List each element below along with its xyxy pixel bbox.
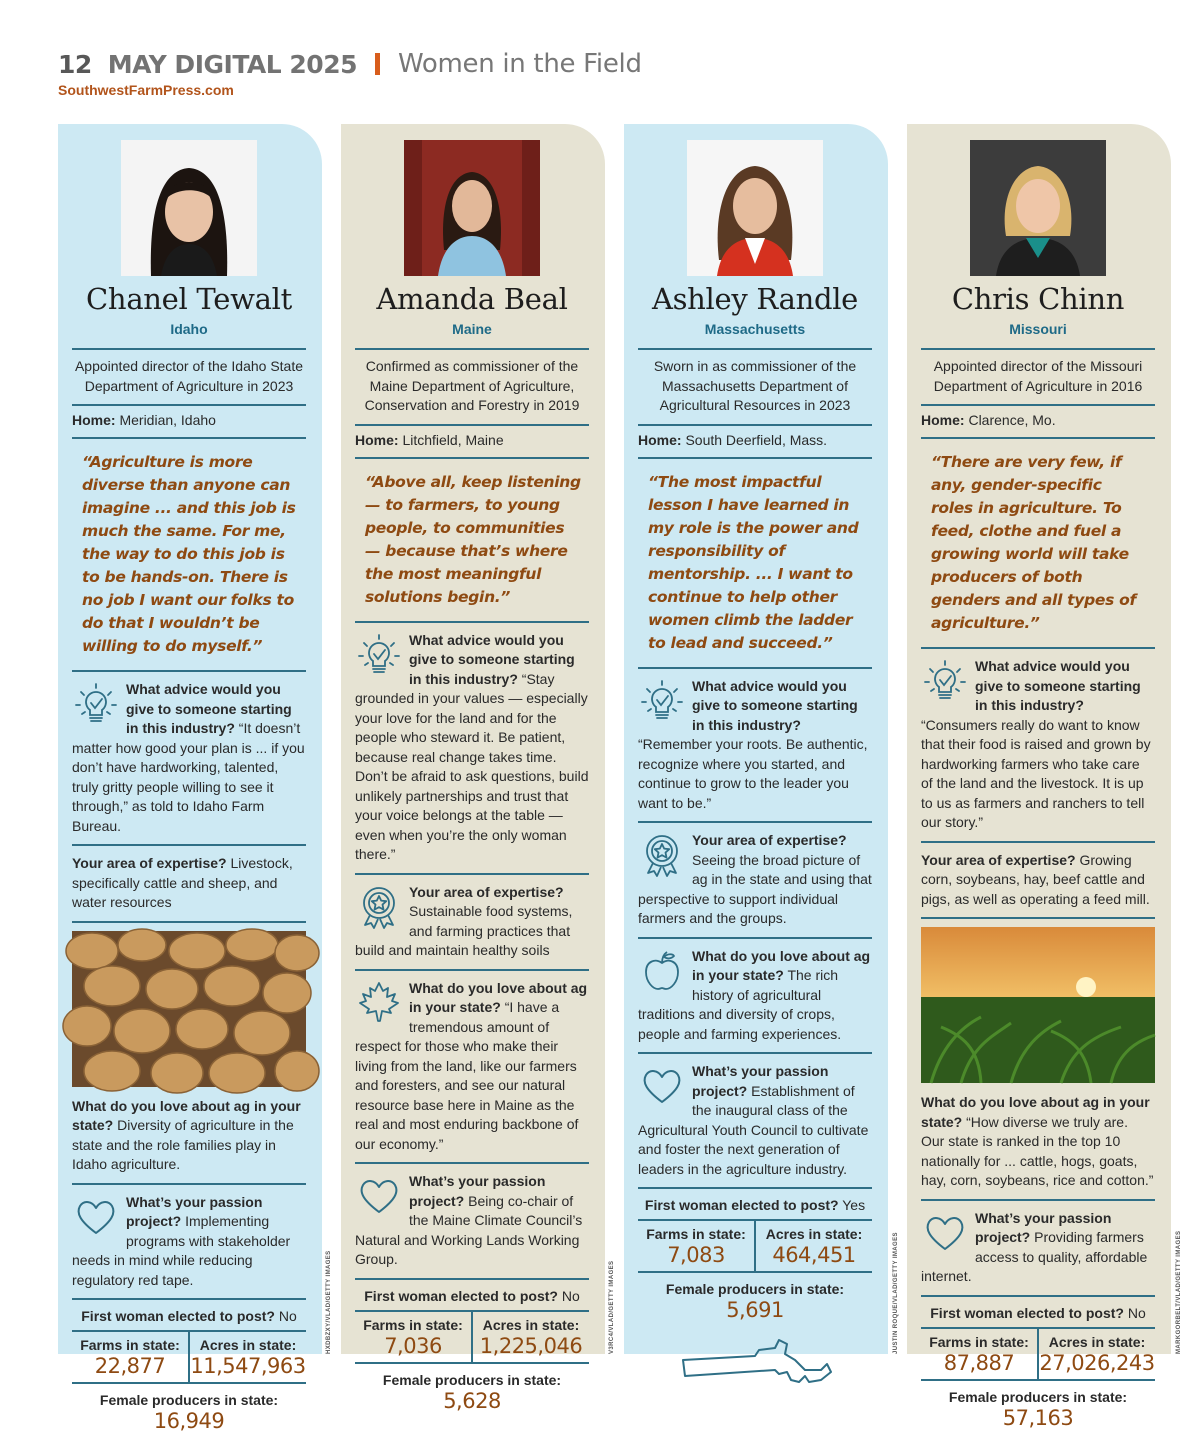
lightbulb-icon xyxy=(355,631,403,679)
heart-icon xyxy=(921,1209,969,1257)
love-block: What do you love about ag in your state? The rich history of agricultural traditions and diversity of crops, people and farming experiences. xyxy=(638,947,871,1042)
heart-icon xyxy=(355,1172,403,1220)
role-text: Sworn in as commissioner of the Massachusetts Department of Agricultural Resources in 2023 xyxy=(653,358,857,413)
potatoes-image xyxy=(72,931,306,1087)
acres-stat: Acres in state: 1,225,046 xyxy=(471,1312,589,1362)
stats-row xyxy=(355,1310,589,1364)
lightbulb-icon xyxy=(921,657,969,705)
love-block: What do you love about ag in your state? “I have a tremendous amount of respect for those who make their living from the land, like our farmers and foresters, and see our natural resource base here in Maine as the real and most enduring backbone of our economy.” xyxy=(355,979,588,1152)
role-text: Appointed director of the Idaho State Department of Agriculture in 2023 xyxy=(74,358,304,394)
profile-state: Missouri xyxy=(1009,321,1067,337)
stats-row xyxy=(921,1327,1155,1381)
profile-card-chris-chinn xyxy=(907,124,1171,1430)
profile-card-chanel-tewalt xyxy=(58,124,322,1433)
home-line: Home: Clarence, Mo. xyxy=(921,412,1056,428)
pull-quote: “Above all, keep listening — to farmers, to young people, to communities — because that’s where the most meaningful solutions begin.” xyxy=(365,472,581,606)
expertise-block: Your area of expertise? Livestock, specifically cattle and sheep, and water resources xyxy=(72,855,293,910)
portrait-photo xyxy=(404,140,540,276)
farms-stat: Farms in state: 22,877 xyxy=(80,1337,180,1378)
passion-block: What’s your passion project? Implementing programs with stakeholder needs in mind while reducing regulatory red tape. xyxy=(72,1193,291,1288)
section-title: Women in the Field xyxy=(398,49,642,79)
role-text: Appointed director of the Missouri Department of Agriculture in 2016 xyxy=(933,358,1143,394)
pull-quote: “There are very few, if any, gender-specific roles in agriculture. To feed, clothe and fuel a growing world will take producers of both genders and all types of agriculture.” xyxy=(931,453,1136,632)
advice-block: What advice would you give to someone starting in this industry? “It doesn’t matter how good your plan is ... if you don’t have hardworking, talented, truly gritty people willing to see it through,” as told to Idaho Farm Bureau. xyxy=(72,681,305,834)
first-woman-line: First woman elected to post? No xyxy=(81,1308,297,1324)
apple-icon xyxy=(638,947,686,995)
passion-block: What’s your passion project? Providing farmers access to quality, affordable internet. xyxy=(921,1209,1148,1284)
first-woman-line: First woman elected to post? No xyxy=(364,1287,580,1304)
lightbulb-icon xyxy=(72,680,120,728)
photo-credit: V3RC4/VLAD/GETTY IMAGES xyxy=(609,1260,615,1354)
profile-state: Maine xyxy=(452,321,492,337)
page-number: 12 xyxy=(58,49,92,79)
expertise-block: Your area of expertise? Growing corn, soybeans, hay, beef cattle and pigs, as well as operating a feed mill. xyxy=(921,851,1150,907)
profile-body xyxy=(638,348,872,1400)
expertise-block: Your area of expertise? Sustainable food systems, and farming practices that build and maintain healthy soils xyxy=(355,883,573,958)
page-header xyxy=(58,44,642,84)
heart-icon xyxy=(638,1062,686,1110)
profile-state: Massachusetts xyxy=(704,321,806,337)
home-line: Home: Meridian, Idaho xyxy=(72,412,216,428)
acres-stat: Acres in state: 464,451 xyxy=(754,1221,872,1271)
first-woman-line: First woman elected to post? Yes xyxy=(644,1197,866,1213)
expertise-block: Your area of expertise? Seeing the broad picture of ag in the state and using that perspective to support individual farmers and the groups. xyxy=(638,832,872,926)
photo-credit: JUSTIN ROQUE/VLAD/GETTY IMAGES xyxy=(893,1232,899,1354)
profile-body xyxy=(72,348,306,1433)
lightbulb-icon xyxy=(638,677,686,725)
stats-row xyxy=(72,1330,306,1384)
header-divider xyxy=(375,53,380,75)
profile-state: Idaho xyxy=(170,321,208,337)
female-producers-stat: Female producers in state: 5,628 xyxy=(382,1371,562,1413)
portrait-photo xyxy=(970,140,1106,276)
site-link[interactable]: SouthwestFarmPress.com xyxy=(58,82,234,98)
advice-block: What advice would you give to someone starting in this industry? “Consumers really do want to know that their food is raised and grown by hardworking farmers who take care of the land and the livestock. It is up to us as farmers and ranchers to tell our story.” xyxy=(921,658,1151,830)
profile-name: Amanda Beal xyxy=(376,282,568,316)
love-block: What do you love about ag in your state? Diversity of agriculture in the state and the role families play in Idaho agriculture. xyxy=(72,1097,301,1172)
acres-stat: Acres in state: 27,026,243 xyxy=(1037,1329,1155,1379)
profile-name: Chris Chinn xyxy=(951,282,1125,316)
passion-block: What’s your passion project? Establishment of the inaugural class of the Agricultural Youth Council to cultivate and foster the next generation of leaders in the agriculture industry. xyxy=(638,1063,869,1177)
stats-row xyxy=(638,1219,872,1273)
acres-stat: Acres in state: 11,547,963 xyxy=(188,1332,306,1382)
profile-body xyxy=(355,348,589,1413)
profile-name: Ashley Randle xyxy=(651,282,859,316)
portrait-photo xyxy=(687,140,823,276)
pull-quote: “The most impactful lesson I have learned in my role is the power and responsibility of mentorship. ... I want to continue to help other women climb the ladder to lead and succeed.” xyxy=(648,472,859,652)
advice-block: What advice would you give to someone starting in this industry? “Remember your roots. Be authentic, recognize where you started, and continue to grow to the leader you want to be.” xyxy=(638,677,868,811)
farms-stat: Farms in state: 7,036 xyxy=(363,1316,463,1358)
profile-body xyxy=(921,348,1155,1430)
photo-credit: HXDBZXY/VLAD/GETTY IMAGES xyxy=(326,1250,332,1354)
farms-stat: Farms in state: 7,083 xyxy=(646,1226,746,1267)
love-block: What do you love about ag in your state? “How diverse we truly are. Our state is ranked in the top 10 nationally for ... cattle, hogs, goats, hay, corn, soybeans, rice and cotton.” xyxy=(921,1094,1154,1188)
heart-icon xyxy=(72,1193,120,1241)
female-producers-stat: Female producers in state: 5,691 xyxy=(665,1281,845,1322)
passion-block: What’s your passion project? Being co-chair of the Maine Climate Council’s Natural and Working Lands Working Group. xyxy=(355,1173,583,1267)
profile-card-amanda-beal xyxy=(341,124,605,1413)
first-woman-line: First woman elected to post? No xyxy=(930,1304,1146,1321)
photo-credit: MARKGORBELT/VLAD/GETTY IMAGES xyxy=(1176,1230,1182,1354)
female-producers-stat: Female producers in state: 57,163 xyxy=(948,1388,1128,1430)
home-line: Home: Litchfield, Maine xyxy=(355,431,504,448)
home-line: Home: South Deerfield, Mass. xyxy=(638,431,828,448)
massachusetts-outline-icon xyxy=(675,1330,835,1400)
female-producers-stat: Female producers in state: 16,949 xyxy=(99,1392,279,1433)
farms-stat: Farms in state: 87,887 xyxy=(929,1333,1029,1375)
role-text: Confirmed as commissioner of the Maine Department of Agriculture, Conservation and Forestry in 2019 xyxy=(364,358,580,413)
issue-label: MAY DIGITAL 2025 xyxy=(107,49,357,79)
profile-name: Chanel Tewalt xyxy=(86,282,292,316)
cornfield-sunset-image xyxy=(921,927,1155,1083)
award-badge-icon xyxy=(638,831,686,879)
portrait-photo xyxy=(121,140,257,276)
advice-block: What advice would you give to someone starting in this industry? “Stay grounded in your values — especially your love for the land and for the people who steward it. Be patient, because real change takes time. Don’t be afraid to ask questions, build unlikely partnerships and trust that your voice belongs at the table — even when you’re the only woman there.” xyxy=(355,631,589,862)
pull-quote: “Agriculture is more diverse than anyone can imagine ... and this job is much the same. For me, the way to do this job is to be hands-on. There is no job I want our folks to do that I wouldn’t be willing to do myself.” xyxy=(82,453,296,655)
award-badge-icon xyxy=(355,883,403,931)
maple-leaf-icon xyxy=(355,979,403,1027)
profile-card-ashley-randle xyxy=(624,124,888,1354)
